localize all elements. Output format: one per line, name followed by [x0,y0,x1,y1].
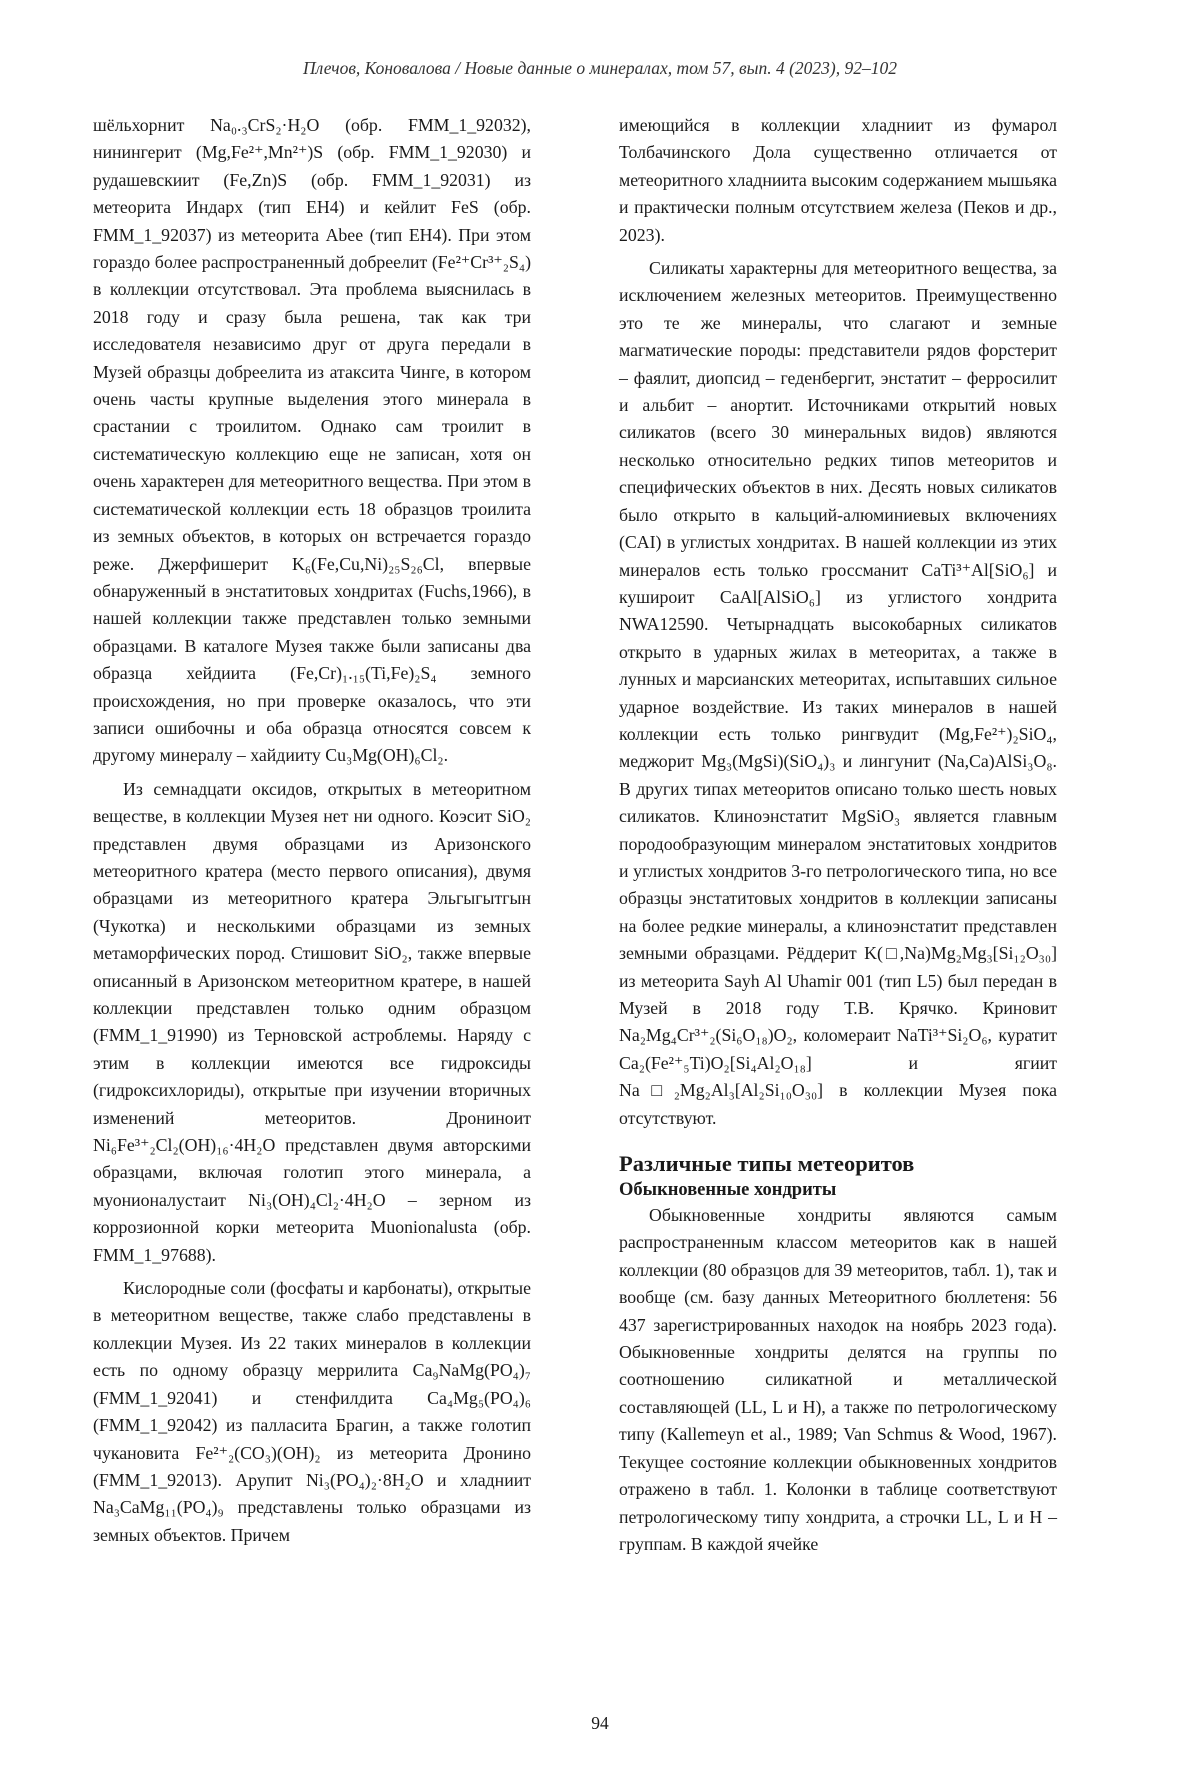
running-header: Плечов, Коновалова / Новые данные о минералах, том 57, вып. 4 (2023), 92–102 [302,58,898,78]
paragraph: Кислородные соли (фосфаты и карбонаты), открытые в метеоритном веществе, также слабо представлены в коллекции Музея. Из 22 таких минералов в коллекции есть по одному образцу меррилита Ca₉NaMg(PO₄)₇ (FMM_1_92041) и стенфилдита Ca₄Mg₅(PO₄)₆ (FMM_1_92042) из палласита Брагин, а также голотип чукановита Fe²⁺₂(CO₃)(OH)₂ из метеорита Дронино (FMM_1_92013). Арупит Ni₃(PO₄)₂·8H₂O и хладниит Na₃CaMg₁₁(PO₄)₉ представлены только образцами из земных объектов. Причем [93,1278,531,1545]
paragraph: Силикаты характерны для метеоритного вещества, за исключением железных метеоритов. Преимущественно это те же минералы, что слагают и земные магматические породы: представители рядов форстерит – фаялит, диопсид – геденбергит, энстатит – ферросилит и альбит – анортит. Источниками открытий новых силикатов (всего 30 минеральных видов) являются несколько относительно редких типов метеоритов и специфических объектов в них. Десять новых силикатов было открыто в кальций-алюминиевых включениях (CAI) в углистых хондритах. В нашей коллекции из этих минералов есть только гроссманит CaTi³⁺Al[SiO₆] и кушироит CaAl[AlSiO₆] из углистого хондрита NWA12590. Четырнадцать высокобарных силикатов открыто в ударных жилах в метеоритах, а также в лунных и марсианских метеоритах, испытавших сильное ударное воздействие. Из таких минералов в нашей коллекции есть только рингвудит (Mg,Fe²⁺)₂SiO₄, меджорит Mg₃(MgSi)(SiO₄)₃ и лингунит (Na,Ca)AlSi₃O₈. В других типах метеоритов описано только шесть новых силикатов. Клиноэнстатит MgSiO₃ является главным породообразующим минералом энстатитовых хондритов и углистых хондритов 3-го петрологического типа, но все образцы энстатитовых хондритов в коллекции записаны на более редкие минералы, а клиноэнстатит представлен земными образцами. Рёддерит K(□,Na)Mg₂Mg₃[Si₁₂O₃₀] из метеорита Sayh Al Uhamir 001 (тип L5) был передан в Музей в 2018 году Т.В. Крячко. Криновит Na₂Mg₄Cr³⁺₂(Si₆O₁₈)O₂, коломераит NaTi³⁺Si₂O₆, куратит Ca₂(Fe²⁺₅Ti)O₂[Si₄Al₂O₁₈] и ягиит Na□₂Mg₂Al₃[Al₂Si₁₀O₃₀] в коллекции Музея пока отсутствуют. [619,258,1057,1128]
paragraph: Обыкновенные хондриты являются самым распространенным классом метеоритов как в нашей коллекции (80 образцов для 39 метеоритов, табл. 1), так и вообще (см. базу данных Метеоритного бюллетеня: 56 437 зарегистрированных находок на ноябрь 2023 года). Обыкновенные хондриты делятся на группы по соотношению силикатной и металлической составляющей (LL, L и H), а также по петрологическому типу (Kallemeyn et al., 1989; Van Schmus & Wood, 1967). Текущее состояние коллекции обыкновенных хондритов отражено в табл. 1. Колонки в таблице соответствуют петрологическому типу хондрита, а строчки LL, L и H – группам. В каждой ячейке [619,1205,1057,1554]
subsection-heading: Обыкновенные хондриты [619,1180,837,1201]
right-column [619,112,1057,1564]
page-number: 94 [591,1713,609,1733]
section-heading: Различные типы метеоритов [619,1151,915,1177]
paragraph: имеющийся в коллекции хладниит из фумарол Толбачинского Дола существенно отличается от метеоритного хладниита высоким содержанием мышьяка и практически полным отсутствием железа (Пеков и др., 2023). [619,115,1057,245]
left-column [93,112,531,1555]
paragraph: Из семнадцати оксидов, открытых в метеоритном веществе, в коллекции Музея нет ни одного. Коэсит SiO₂ представлен двумя образцами из Аризонского метеоритного кратера (место первого описания), двумя образцами из метеоритного кратера Эльгыгытгын (Чукотка) и несколькими образцами из земных метаморфических пород. Стишовит SiO₂, также впервые описанный в Аризонском метеоритном кратере, в нашей коллекции представлен только одним образцом (FMM_1_91990) из Терновской астроблемы. Наряду с этим в коллекции имеются все гидроксиды (гидроксихлориды), открытые при изучении вторичных изменений метеоритов. Дрониноит Ni₆Fe³⁺₂Cl₂(OH)₁₆·4H₂O представлен двумя авторскими образцами, включая голотип этого минерала, а муонионалустаит Ni₃(OH)₄Cl₂·4H₂O – зерном из коррозионной корки метеорита Muonionalusta (обр. FMM_1_97688). [93,778,531,1265]
paragraph: шёльхорнит Na₀.₃CrS₂·H₂O (обр. FMM_1_92032), нинингерит (Mg,Fe²⁺,Mn²⁺)S (обр. FMM_1_92030) и рудашевскиит (Fe,Zn)S (обр. FMM_1_92031) из метеорита Индарх (тип EH4) и кейлит FeS (обр. FMM_1_92037) из метеорита Abee (тип EH4). При этом гораздо более распространенный добреелит (Fe²⁺Cr³⁺₂S₄) в коллекции отсутствовал. Эта проблема выяснилась в 2018 году и сразу была решена, так как три исследователя независимо друг от друга передали в Музей образцы добреелита из атаксита Чинге, в котором очень часты крупные выделения этого минерала в срастании с троилитом. Однако сам троилит в систематическую коллекцию еще не записан, хотя он очень характерен для метеоритного вещества. При этом в систематической коллекции есть 18 образцов троилита из земных объектов, в которых он встречается гораздо реже. Джерфишерит K₆(Fe,Cu,Ni)₂₅S₂₆Cl, впервые обнаруженный в энстатитовых хондритах (Fuchs,1966), в нашей коллекции также представлен только земными образцами. В каталоге Музея также были записаны два образца хейдиита (Fe,Cr)₁.₁₅(Ti,Fe)₂S₄ земного происхождения, но при проверке оказалось, что эти записи ошибочны и оба образца относятся совсем к другому минералу – хайдииту Cu₃Mg(OH)₆Cl₂. [93,115,531,766]
